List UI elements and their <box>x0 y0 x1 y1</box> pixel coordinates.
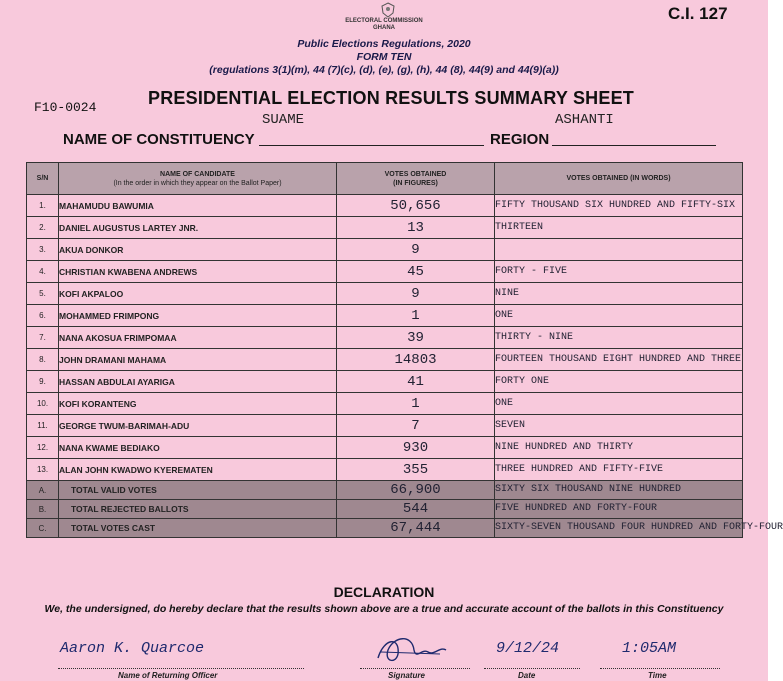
candidate-row <box>27 327 743 349</box>
votes-words: FOURTEEN THOUSAND EIGHT HUNDRED AND THREE <box>495 349 743 371</box>
region-value: ASHANTI <box>555 112 614 128</box>
candidate-name: TOTAL VALID VOTES <box>59 481 337 500</box>
header-figures <box>337 163 495 195</box>
constituency-value: SUAME <box>262 112 305 128</box>
candidate-name: MAHAMUDU BAWUMIA <box>59 195 337 217</box>
votes-figures: 930 <box>337 437 495 459</box>
region-label: REGION <box>490 131 550 148</box>
serial-number: 2. <box>27 217 59 239</box>
serial-number: 12. <box>27 437 59 459</box>
votes-words: THREE HUNDRED AND FIFTY-FIVE <box>495 459 743 481</box>
votes-words: THIRTEEN <box>495 217 743 239</box>
signature-caption: Signature <box>388 671 425 680</box>
candidate-row <box>27 393 743 415</box>
candidate-row <box>27 349 743 371</box>
candidate-name: GEORGE TWUM-BARIMAH-ADU <box>59 415 337 437</box>
serial-number: 7. <box>27 327 59 349</box>
header-words: VOTES OBTAINED (IN WORDS) <box>495 163 743 195</box>
candidate-row <box>27 239 743 261</box>
votes-words: ONE <box>495 305 743 327</box>
serial-number: 13. <box>27 459 59 481</box>
votes-figures: 1 <box>337 393 495 415</box>
serial-number: B. <box>27 500 59 519</box>
votes-figures: 67,444 <box>337 519 495 538</box>
sheet-title: PRESIDENTIAL ELECTION RESULTS SUMMARY SHEET <box>148 88 634 108</box>
declaration-text: We, the undersigned, do hereby declare that the results shown above are a true and accurate account of the ballots in this Constituency <box>44 603 724 615</box>
candidate-row <box>27 283 743 305</box>
votes-words <box>495 239 743 261</box>
candidate-name: NANA AKOSUA FRIMPOMAA <box>59 327 337 349</box>
form-number: F10-0024 <box>34 100 97 115</box>
votes-words: SIXTY SIX THOUSAND NINE HUNDRED <box>495 481 743 500</box>
votes-figures: 1 <box>337 305 495 327</box>
votes-figures: 45 <box>337 261 495 283</box>
total-row <box>27 500 743 519</box>
votes-words: FORTY - FIVE <box>495 261 743 283</box>
candidate-row <box>27 371 743 393</box>
serial-number: 3. <box>27 239 59 261</box>
candidate-name: TOTAL REJECTED BALLOTS <box>59 500 337 519</box>
candidate-row <box>27 305 743 327</box>
signature <box>370 628 450 668</box>
candidate-row <box>27 261 743 283</box>
candidate-name: CHRISTIAN KWABENA ANDREWS <box>59 261 337 283</box>
votes-figures: 14803 <box>337 349 495 371</box>
form-title: FORM TEN <box>356 51 412 63</box>
serial-number: 9. <box>27 371 59 393</box>
form-code: C.I. 127 <box>668 4 728 23</box>
candidate-name: ALAN JOHN KWADWO KYEREMATEN <box>59 459 337 481</box>
votes-words: THIRTY - NINE <box>495 327 743 349</box>
votes-figures: 66,900 <box>337 481 495 500</box>
votes-figures: 9 <box>337 283 495 305</box>
serial-number: 1. <box>27 195 59 217</box>
candidate-name: NANA KWAME BEDIAKO <box>59 437 337 459</box>
commission-name: ELECTORAL COMMISSION <box>345 18 423 24</box>
serial-number: C. <box>27 519 59 538</box>
votes-figures: 9 <box>337 239 495 261</box>
votes-words: FORTY ONE <box>495 371 743 393</box>
serial-number: 10. <box>27 393 59 415</box>
votes-words: SEVEN <box>495 415 743 437</box>
time-value: 1:05AM <box>622 640 677 657</box>
votes-figures: 41 <box>337 371 495 393</box>
candidate-name: HASSAN ABDULAI AYARIGA <box>59 371 337 393</box>
votes-words: NINE <box>495 283 743 305</box>
votes-figures: 355 <box>337 459 495 481</box>
candidate-name: DANIEL AUGUSTUS LARTEY JNR. <box>59 217 337 239</box>
regulation-references: (regulations 3(1)(m), 44 (7)(c), (d), (e), (g), (h), 44 (8), 44(9) and 44(9)(a)) <box>209 64 559 76</box>
votes-words: ONE <box>495 393 743 415</box>
candidate-name: KOFI KORANTENG <box>59 393 337 415</box>
candidate-row <box>27 437 743 459</box>
header-name <box>59 163 337 195</box>
header-name-subtitle: (In the order in which they appear on the Ballot Paper) <box>113 179 282 187</box>
votes-words: FIFTY THOUSAND SIX HUNDRED AND FIFTY-SIX <box>495 195 743 217</box>
header-name-title: NAME OF CANDIDATE <box>160 170 235 178</box>
votes-words: FIVE HUNDRED AND FORTY-FOUR <box>495 500 743 519</box>
candidate-row <box>27 195 743 217</box>
constituency-label: NAME OF CONSTITUENCY <box>63 131 255 148</box>
candidate-name: AKUA DONKOR <box>59 239 337 261</box>
declaration-title: DECLARATION <box>333 584 435 600</box>
commission-header <box>0 18 768 32</box>
regulations-block <box>0 38 768 77</box>
candidate-row <box>27 217 743 239</box>
serial-number: 6. <box>27 305 59 327</box>
date-value: 9/12/24 <box>496 640 560 657</box>
header-sn: S/N <box>27 163 59 195</box>
candidate-name: MOHAMMED FRIMPONG <box>59 305 337 327</box>
serial-number: 8. <box>27 349 59 371</box>
votes-words: SIXTY-SEVEN THOUSAND FOUR HUNDRED AND FORTY-FOUR <box>495 519 743 538</box>
candidate-row <box>27 459 743 481</box>
votes-words: NINE HUNDRED AND THIRTY <box>495 437 743 459</box>
serial-number: 5. <box>27 283 59 305</box>
votes-figures: 13 <box>337 217 495 239</box>
serial-number: 4. <box>27 261 59 283</box>
time-line <box>600 668 720 669</box>
candidate-name: TOTAL VOTES CAST <box>59 519 337 538</box>
table-header-row <box>27 163 743 195</box>
header-figures-subtitle: (IN FIGURES) <box>393 179 438 187</box>
constituency-underline <box>259 145 484 146</box>
commission-country: GHANA <box>373 25 395 31</box>
results-table <box>26 162 783 538</box>
votes-figures: 7 <box>337 415 495 437</box>
serial-number: A. <box>27 481 59 500</box>
votes-figures: 39 <box>337 327 495 349</box>
header-figures-title: VOTES OBTAINED <box>384 170 447 178</box>
candidate-name: KOFI AKPALOO <box>59 283 337 305</box>
signature-line <box>360 668 470 669</box>
total-row <box>27 519 743 538</box>
regulations-name: Public Elections Regulations, 2020 <box>297 38 471 50</box>
returning-officer-name: Aaron K. Quarcoe <box>60 640 205 657</box>
votes-figures: 544 <box>337 500 495 519</box>
time-caption: Time <box>648 671 667 680</box>
votes-figures: 50,656 <box>337 195 495 217</box>
date-caption: Date <box>518 671 536 680</box>
candidate-name: JOHN DRAMANI MAHAMA <box>59 349 337 371</box>
name-caption: Name of Returning Officer <box>118 671 218 680</box>
coat-of-arms-icon <box>377 2 399 18</box>
serial-number: 11. <box>27 415 59 437</box>
date-line <box>484 668 580 669</box>
total-row <box>27 481 743 500</box>
region-underline <box>552 145 716 146</box>
candidate-row <box>27 415 743 437</box>
name-line <box>58 668 304 669</box>
